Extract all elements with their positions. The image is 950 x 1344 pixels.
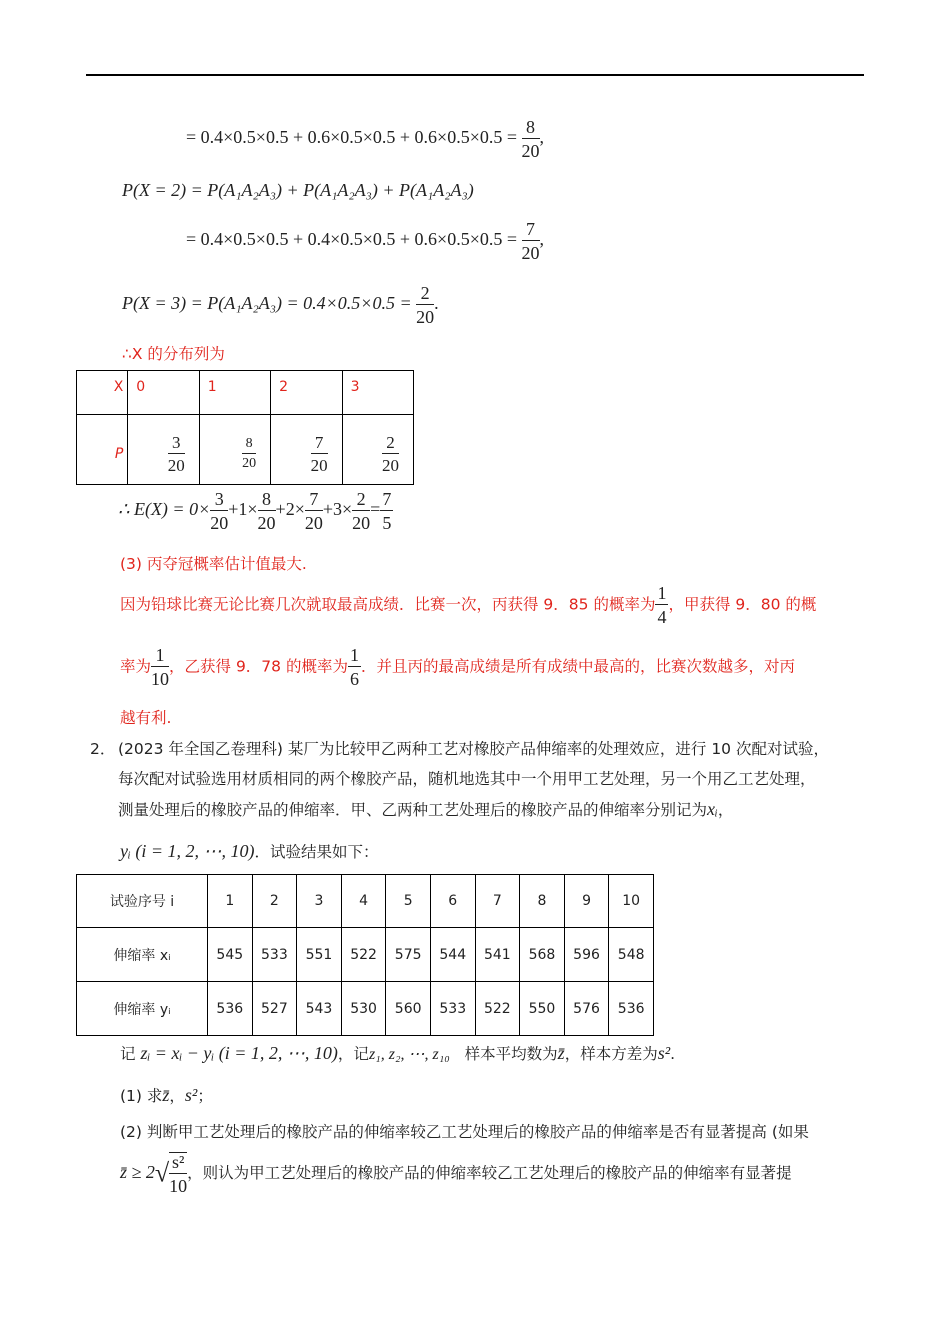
fraction: $\frac{1}{6}$ [349,645,359,689]
fraction: $\frac{8}{20}$ [521,117,540,161]
subquestion-2-line2: z̄ ≥ 2√ $\frac{\text{s²}}{10}$ ，则认为甲工艺处理后的橡胶产品的伸缩率较乙工艺处理后的橡胶产品的伸缩率有显著提 [120,1152,792,1196]
table-cell: 5 [386,875,431,928]
table-cell [342,415,413,485]
table-cell: P [77,415,128,485]
header-rule [86,74,864,76]
prob-x2-line: = 0.4×0.5×0.5 + 0.4×0.5×0.5 + 0.6×0.5×0.5 = $\frac{7}{20}$ , [186,219,545,263]
fraction: $\frac{2}{20}$ [382,432,399,475]
table-cell [128,415,199,485]
table-cell: 551 [297,928,342,982]
subquestion-2-line1: (2) 判断甲工艺处理后的橡胶产品的伸缩率较乙工艺处理后的橡胶产品的伸缩率是否有显著提高 (如果 [120,1123,809,1141]
table-cell: 544 [430,928,475,982]
table-cell [271,415,342,485]
table-cell: 6 [430,875,475,928]
table-cell: 3 [342,371,413,415]
table-cell: 548 [609,928,654,982]
table-cell: X [77,371,128,415]
table-cell: 530 [341,982,386,1036]
table-cell: 560 [386,982,431,1036]
table-cell: 1 [208,875,253,928]
fraction: $\frac{2}{20}$ [352,489,371,533]
table-cell: 568 [520,928,565,982]
table-cell: 527 [252,982,297,1036]
experiment-table [76,874,654,1036]
question-number: 2． [90,740,116,758]
fraction: $\frac{1}{10}$ [151,645,170,689]
table-cell: 550 [520,982,565,1036]
table-cell: 4 [341,875,386,928]
definition-line: 记 zᵢ = xᵢ − yᵢ (i = 1, 2, ⋯, 10)，记z₁, z₂, ⋯, z₁₀ 样本平均数为z̄，样本方差为s². [120,1043,676,1063]
table-cell: 3 [297,875,342,928]
table-cell: 545 [208,928,253,982]
fraction: $\frac{8}{20}$ [257,489,276,533]
prob-x3-line: P(X = 3) = P(A₁A₂A₃) = 0.4×0.5×0.5 = $\frac{2}{20}$ . [122,283,439,327]
table-cell: 522 [341,928,386,982]
table-cell: 536 [609,982,654,1036]
table-cell [199,415,270,485]
part3-title: (3) 丙夺冠概率估计值最大. [120,555,307,573]
table-cell: 2 [271,371,342,415]
table-cell: 9 [564,875,609,928]
expectation-line: ∴ E(X) = 0× $\frac{3}{20}$ +1× $\frac{8}{20}$ +2× $\frac{7}{20}$ +3× $\frac{2}{20}$ = $\frac{7}{5}$ [118,489,392,533]
fraction: $\frac{8}{20}$ [242,435,257,471]
table-cell: 7 [475,875,520,928]
table-cell: 试验序号 i [77,875,208,928]
question-line1: (2023 年全国乙卷理科) 某厂为比较甲乙两种工艺对橡胶产品伸缩率的处理效应，进行 10 次配对试验， [118,740,829,758]
table-cell: 522 [475,982,520,1036]
subquestion-1: (1) 求z̄，s²； [120,1085,213,1105]
question-line3: 测量处理后的橡胶产品的伸缩率．甲、乙两种工艺处理后的橡胶产品的伸缩率分别记为xᵢ， [118,799,734,819]
table-cell: 伸缩率 yᵢ [77,982,208,1036]
table-cell: 536 [208,982,253,1036]
part3-line2: 率为 $\frac{1}{10}$ ，乙获得 9．78 的概率为 $\frac{1}{6}$ ．并且丙的最高成绩是所有成绩中最高的，比赛次数越多，对丙 [120,645,795,689]
table-cell: 8 [520,875,565,928]
fraction: $\frac{3}{20}$ [167,432,185,475]
part3-line1: 因为铅球比赛无论比赛几次就取最高成绩．比赛一次，丙获得 9．85 的概率为 $\frac{1}{4}$ ，甲获得 9．80 的概 [120,583,817,627]
table-cell: 533 [430,982,475,1036]
fraction: $\frac{7}{5}$ [382,489,392,533]
prob-x1-line: = 0.4×0.5×0.5 + 0.6×0.5×0.5 + 0.6×0.5×0.5 = $\frac{8}{20}$ , [186,117,545,161]
table-cell: 0 [128,371,199,415]
question-line4: yᵢ (i = 1, 2, ⋯, 10)．试验结果如下： [120,841,379,861]
fraction: $\frac{2}{20}$ [416,283,435,327]
table-cell: 2 [252,875,297,928]
distribution-intro: ∴X 的分布列为 [122,345,225,363]
prob-x2-definition: P(X = 2) = P(A₁A₂A₃) + P(A₁A₂A₃) + P(A₁A₂A₃) [122,180,474,200]
question-line2: 每次配对试验选用材质相同的两个橡胶产品，随机地选其中一个用甲工艺处理，另一个用乙工艺处理， [118,770,816,788]
table-cell: 596 [564,928,609,982]
table-cell: 541 [475,928,520,982]
fraction: $\frac{3}{20}$ [210,489,229,533]
part3-line3: 越有利. [120,709,172,727]
table-cell: 10 [609,875,654,928]
distribution-table [76,370,414,485]
table-cell: 533 [252,928,297,982]
fraction: $\frac{\text{s²}}{10}$ [169,1152,188,1196]
table-cell: 576 [564,982,609,1036]
table-cell: 1 [199,371,270,415]
table-cell: 伸缩率 xᵢ [77,928,208,982]
fraction: $\frac{7}{20}$ [304,489,323,533]
fraction: $\frac{7}{20}$ [310,432,328,475]
table-cell: 575 [386,928,431,982]
table-cell: 543 [297,982,342,1036]
fraction: $\frac{7}{20}$ [521,219,540,263]
fraction: $\frac{1}{4}$ [657,583,667,627]
